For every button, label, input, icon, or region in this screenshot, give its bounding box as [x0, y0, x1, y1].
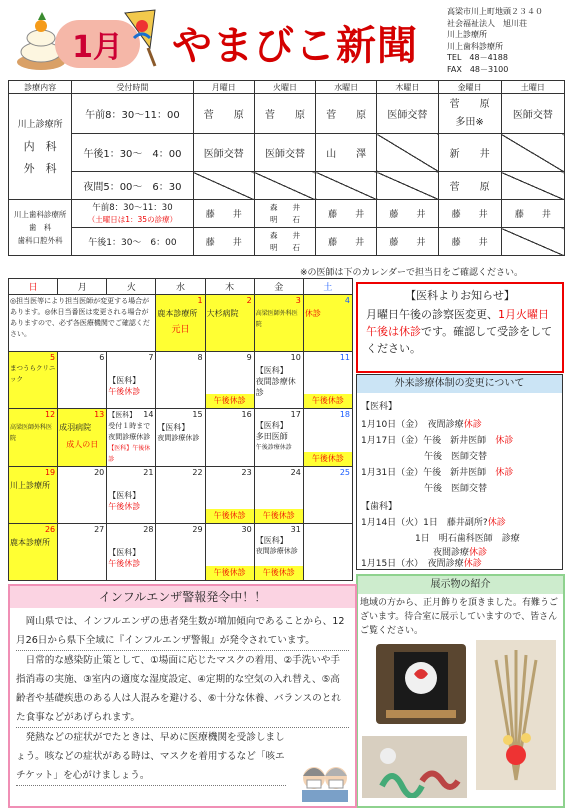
day-number: 31 — [290, 525, 301, 534]
day-number: 9 — [246, 353, 252, 362]
weekday-header: 土 — [303, 279, 352, 295]
doctor-cell: 医師交替 — [254, 134, 315, 172]
doctor-cell: 山 澤 — [316, 134, 377, 172]
doctor-name: 多田※ — [455, 116, 484, 128]
day-event: 午後休診 — [108, 387, 141, 396]
schedule-note: ※の医師は下のカレンダーで担当日をご確認ください。 — [300, 268, 523, 278]
weekday-header: 火 — [107, 279, 156, 295]
day-number: 22 — [192, 468, 203, 477]
day-number: 29 — [192, 525, 203, 534]
exhibit-box — [356, 574, 565, 808]
change-line: 1日 明石歯科医師 診療 — [361, 534, 520, 544]
day-number: 21 — [143, 468, 154, 477]
day-number: 6 — [99, 353, 105, 362]
day-event: 休診 — [304, 309, 321, 318]
time-cell: 午後1：30～ 4：00 — [72, 134, 193, 172]
calendar-day — [303, 467, 352, 524]
afternoon-closed-band: 午後休診 — [304, 394, 352, 408]
doctor-cell: 菅 原 — [438, 172, 501, 200]
day-event: 高梁医師外科医院 — [10, 424, 53, 442]
calendar-day — [58, 409, 107, 467]
day-number: 11 — [339, 353, 350, 362]
calendar-day — [205, 352, 254, 409]
day-number: 24 — [290, 468, 301, 477]
calendar-day — [254, 409, 303, 467]
day-event: 午後診療休診 — [255, 444, 292, 451]
address-block — [447, 6, 567, 75]
day-number: 7 — [148, 353, 154, 362]
day-number: 20 — [94, 468, 105, 477]
doctor-cell: 藤 井 — [193, 200, 254, 228]
calendar-day — [156, 467, 205, 524]
afternoon-closed-band: 午後休診 — [304, 452, 352, 466]
doctor-cell: 藤 井 — [377, 200, 438, 228]
day-event: 受付１時まで — [108, 422, 151, 430]
time-cell: 夜間5：00～ 6：30 — [72, 172, 193, 200]
change-line — [361, 433, 513, 446]
closed-cell — [193, 172, 254, 200]
dept-label: 歯 科 — [28, 223, 52, 232]
closed-cell — [254, 172, 315, 200]
snake-figures-photo — [362, 736, 467, 798]
calendar-day — [9, 352, 58, 409]
month-badge: 1月 — [55, 20, 140, 68]
fan-icon — [120, 8, 160, 71]
section-label: 【医科】 — [361, 402, 398, 412]
day-number: 5 — [50, 353, 56, 362]
day-event: 【医科】 — [108, 376, 141, 385]
weekday-header: 水 — [156, 279, 205, 295]
change-line — [361, 515, 506, 528]
change-text: 夜間診療 — [361, 548, 470, 558]
weekday-header: 木 — [205, 279, 254, 295]
day-event: 夜間診療休診 — [108, 433, 151, 441]
calendar-day — [58, 467, 107, 524]
day-number: 3 — [295, 296, 301, 305]
time-text: 午前8：30～11：30 — [92, 202, 173, 213]
day-number: 19 — [44, 468, 56, 477]
doctor-name: 菅 原 — [449, 98, 490, 110]
col-header: 月曜日 — [193, 81, 254, 94]
notice-text: です。確認して受診をしてください。 — [366, 325, 553, 355]
closed-cell — [377, 134, 438, 172]
doctor-cell — [254, 200, 315, 228]
day-number: 4 — [344, 296, 350, 305]
day-event: 午後休診 — [108, 502, 141, 511]
day-event: 川上診療所 — [10, 481, 50, 490]
closed-label: 休診 — [487, 518, 506, 528]
doctor-cell: 藤 井 — [316, 200, 377, 228]
calendar-day — [9, 409, 58, 467]
clinic-name: 川上歯科診療所 — [13, 210, 67, 219]
dept-label: 内 科 — [23, 139, 57, 153]
day-number: 28 — [143, 525, 154, 534]
section-label: 【歯科】 — [361, 502, 398, 512]
flu-paragraph: 発熱などの症状がでたときは、早めに医療機関を受診しましょう。咳などの症状がある時は、マスクを着用するなど「咳エチケット」を心がけましょう。 — [16, 728, 286, 786]
closed-label: 休診 — [463, 420, 482, 430]
calendar-day — [58, 352, 107, 409]
closed-cell — [501, 228, 564, 256]
day-event: 鹿本診療所 — [10, 538, 50, 547]
day-event: まつうらクリニック — [10, 364, 56, 383]
flu-paragraph: 岡山県では、インフルエンザの患者発生数が増加傾向であることから、12月26日から県下全域に『インフルエンザ警報』が発令されています。 — [16, 612, 349, 651]
notice-text: 月曜日午後の診察医変更、 — [366, 308, 498, 321]
ornament-photo — [376, 644, 466, 724]
calendar-day — [205, 467, 254, 524]
time-cell: 午前8：30～11：00 — [72, 94, 193, 134]
doctor-cell: 医師交替 — [193, 134, 254, 172]
day-number: 2 — [246, 296, 252, 305]
closed-cell — [316, 172, 377, 200]
doctor-cell: 医師交替 — [501, 94, 564, 134]
calendar-day — [303, 524, 352, 581]
doctor-cell: 藤 井 — [501, 200, 564, 228]
weekday-header: 日 — [9, 279, 58, 295]
day-number: 30 — [241, 525, 252, 534]
calendar-intro: ◎担当医等により担当医師が変更する場合があります。◎休日当番医は変更される場合がありますので、必ず各医療機関でご確認ください。 — [9, 295, 156, 352]
change-text: 1月14日（火）1日 藤井副所? — [361, 518, 488, 528]
calendar-day — [156, 295, 205, 352]
time-note: （土曜日は1：35の診療） — [87, 214, 178, 224]
medical-notice-box — [356, 282, 564, 373]
change-text: 1月10日（金） 夜間診療 — [361, 420, 464, 430]
closed-label: 休診 — [495, 436, 514, 446]
closed-cell — [377, 172, 438, 200]
calendar-day — [107, 524, 156, 581]
day-number: 18 — [339, 410, 350, 419]
closed-label: 休診 — [469, 548, 488, 558]
calendar-day — [156, 352, 205, 409]
doctor-cell — [438, 94, 501, 134]
day-event: 成羽病院 — [59, 423, 92, 432]
doctor-name: 森 井 — [269, 202, 300, 212]
change-title: 外来診療体制の変更について — [357, 375, 562, 393]
dept-label: 歯科口腔外科 — [17, 236, 63, 245]
afternoon-closed-band: 午後休診 — [206, 566, 254, 580]
day-event: 午後休診 — [108, 559, 141, 568]
rice-ornament-photo — [476, 640, 556, 790]
day-event: 【医科】 — [157, 423, 190, 432]
calendar-day — [58, 524, 107, 581]
weekday-header: 金 — [254, 279, 303, 295]
calendar-day — [107, 352, 156, 409]
doctor-cell: 菅 原 — [254, 94, 315, 134]
address-line: 高梁市川上町地頭２３４０ — [447, 7, 543, 16]
flu-paragraph: 日常的な感染防止策として、①場面に応じたマスクの着用、②手洗いや手指消毒の実施、③室内の適度な湿度設定、④定期的な空気の入れ替え、⑤高齢者や基礎疾患のある人は人混みを避ける、⑥十分な休養、バランスのとれた食事などがあげられます。 — [16, 651, 349, 728]
flu-body — [16, 612, 349, 786]
col-header: 診療内容 — [9, 81, 72, 94]
col-header: 木曜日 — [377, 81, 438, 94]
day-number: 14 — [143, 410, 154, 419]
doctor-cell: 藤 井 — [377, 228, 438, 256]
flu-title: インフルエンザ警報発令中！！ — [10, 586, 355, 608]
calendar-day — [303, 352, 352, 409]
change-line — [361, 465, 513, 478]
calendar-day — [9, 467, 58, 524]
calendar-day — [254, 467, 303, 524]
doctor-cell: 藤 井 — [438, 228, 501, 256]
flu-warning-box — [8, 584, 357, 808]
clinic-schedule-table — [8, 80, 565, 256]
exhibit-body: 地域の方から、正月飾りを頂きました。有難うございます。待合室に展示していますので、皆さんご覧ください。 — [360, 598, 559, 636]
day-number: 10 — [290, 353, 301, 362]
doctor-cell: 藤 井 — [316, 228, 377, 256]
weekday-header: 月 — [58, 279, 107, 295]
doctor-cell: 菅 原 — [193, 94, 254, 134]
day-number: 1 — [197, 296, 203, 305]
calendar-day — [254, 524, 303, 581]
notice-body — [366, 306, 556, 357]
masked-people-icon — [300, 762, 350, 802]
day-number: 12 — [44, 410, 56, 419]
day-event: 【医科】 — [255, 536, 288, 545]
doctor-cell: 藤 井 — [193, 228, 254, 256]
change-line: 午後 医師交替 — [361, 484, 488, 494]
change-line: 午後 医師交替 — [361, 452, 488, 462]
address-line: FAX 48－3100 — [447, 64, 509, 74]
change-text: 1月15日（水） 夜間診療 — [361, 559, 464, 569]
calendar-day — [303, 409, 352, 467]
day-number: 16 — [241, 410, 252, 419]
day-event: 【医科】 — [108, 411, 137, 419]
change-line — [361, 417, 482, 430]
doctor-cell: 菅 原 — [316, 94, 377, 134]
clinic-b-name — [9, 200, 72, 256]
day-event: 【医科】午後休診 — [108, 445, 151, 463]
calendar-day — [254, 352, 303, 409]
change-line — [361, 556, 482, 569]
day-number: 17 — [290, 410, 301, 419]
day-event: 【医科】 — [108, 491, 141, 500]
day-event: 高梁医師外科医院 — [255, 310, 298, 328]
change-text: 1月17日（金）午後 新井医師 — [361, 436, 496, 446]
calendar-day — [205, 295, 254, 352]
address-line: 川上歯科診療所 — [447, 41, 503, 51]
day-event: 【医科】 — [255, 421, 288, 430]
col-header: 受付時間 — [72, 81, 193, 94]
clinic-name: 川上診療所 — [17, 119, 63, 130]
day-number: 26 — [44, 525, 56, 534]
col-header: 水曜日 — [316, 81, 377, 94]
time-cell: 午後1：30～ 6：00 — [72, 228, 193, 256]
afternoon-closed-band: 午後休診 — [255, 509, 303, 523]
calendar-day — [156, 409, 205, 467]
doctor-cell: 医師交替 — [377, 94, 438, 134]
change-text: 1月31日（金）午後 新井医師 — [361, 468, 496, 478]
closed-cell — [501, 172, 564, 200]
closed-label: 休診 — [495, 468, 514, 478]
day-event: 鹿本診療所 — [157, 309, 198, 318]
holiday-label: 元日 — [171, 325, 190, 335]
doctor-cell: 新 井 — [438, 134, 501, 172]
closed-label: 休診 — [463, 559, 482, 569]
doctor-cell: 藤 井 — [438, 200, 501, 228]
calendar-day — [107, 409, 156, 467]
col-header: 金曜日 — [438, 81, 501, 94]
afternoon-closed-band: 午後休診 — [206, 394, 254, 408]
day-number: 23 — [241, 468, 252, 477]
dept-label: 外 科 — [23, 161, 57, 175]
address-line: 社会福祉法人 旭川荘 — [447, 18, 527, 28]
day-event: 【医科】 — [255, 366, 288, 375]
col-header: 火曜日 — [254, 81, 315, 94]
notice-title: 【医科よりお知らせ】 — [405, 289, 515, 302]
day-number: 27 — [94, 525, 105, 534]
doctor-name: 明 石 — [269, 242, 300, 252]
calendar-day — [205, 409, 254, 467]
notice-highlight: 1月火曜日午後は休診 — [366, 308, 549, 338]
exhibit-title: 展示物の紹介 — [358, 576, 563, 594]
calendar-day — [156, 524, 205, 581]
day-event: 夜間診療休診 — [255, 547, 298, 555]
day-event: 夜間診療休診 — [157, 434, 200, 442]
day-number: 8 — [197, 353, 203, 362]
newsletter-title: やまびこ新聞 — [172, 22, 418, 69]
clinic-a-name — [9, 94, 72, 200]
time-cell — [72, 200, 193, 228]
calendar-day — [107, 467, 156, 524]
calendar-day — [9, 524, 58, 581]
doctor-cell — [254, 228, 315, 256]
col-header: 土曜日 — [501, 81, 564, 94]
day-event: 多田医師 — [255, 432, 288, 441]
calendar-day — [303, 295, 352, 352]
day-event: 大杉病院 — [206, 309, 239, 318]
calendar-day — [205, 524, 254, 581]
day-number: 13 — [94, 410, 105, 419]
doctor-name: 森 井 — [269, 230, 300, 240]
doctor-name: 明 石 — [269, 214, 300, 224]
holiday-label: 成人の日 — [66, 440, 99, 449]
calendar-day — [254, 295, 303, 352]
day-event: 【医科】 — [108, 548, 141, 557]
calendar — [8, 278, 353, 581]
closed-cell — [501, 134, 564, 172]
day-event: 夜間診療休診 — [255, 377, 296, 397]
schedule-change-box — [356, 374, 563, 570]
day-number: 25 — [339, 468, 350, 477]
address-line: TEL 48－4188 — [447, 53, 508, 62]
day-number: 15 — [192, 410, 203, 419]
afternoon-closed-band: 午後休診 — [255, 566, 303, 580]
address-line: 川上診療所 — [447, 30, 487, 39]
afternoon-closed-band: 午後休診 — [206, 509, 254, 523]
